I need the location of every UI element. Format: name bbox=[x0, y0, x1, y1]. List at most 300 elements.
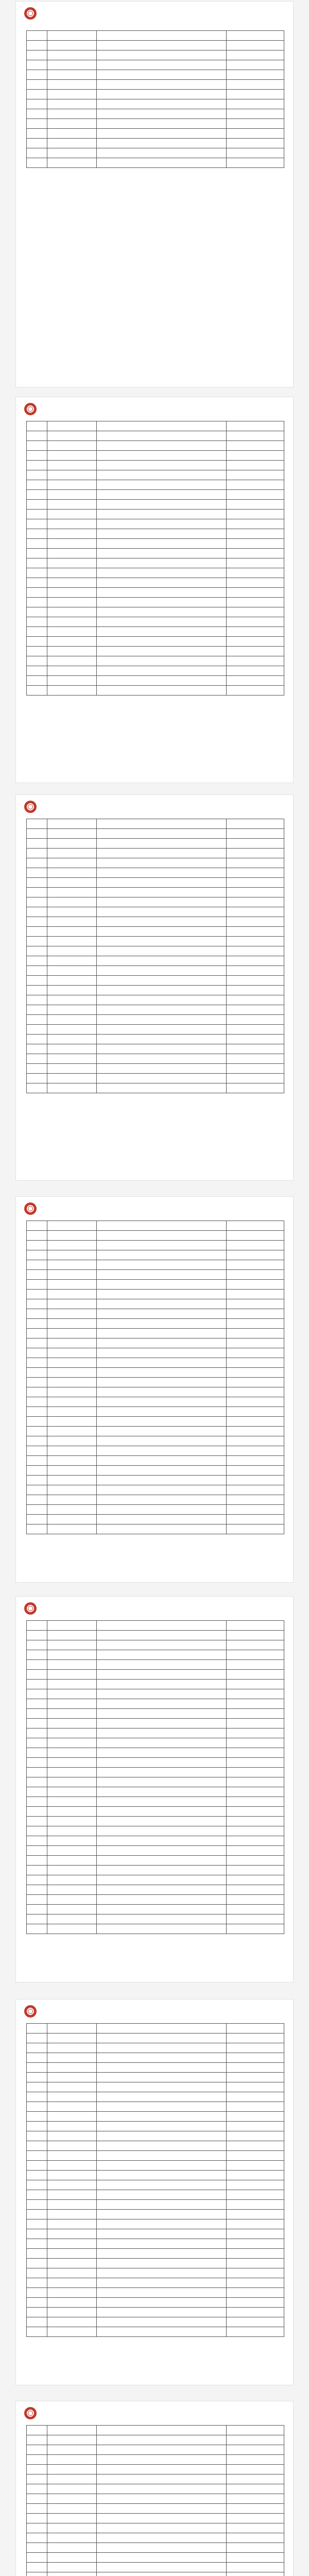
letterhead bbox=[16, 795, 293, 819]
table-cell bbox=[227, 480, 284, 490]
table-cell bbox=[227, 2161, 284, 2171]
table-cell bbox=[227, 917, 284, 927]
table-cell bbox=[227, 868, 284, 878]
table-cell bbox=[227, 421, 284, 431]
table-cell bbox=[27, 70, 47, 80]
table-cell bbox=[227, 588, 284, 598]
table-row bbox=[27, 598, 284, 607]
table-cell bbox=[97, 2426, 227, 2435]
table-row bbox=[27, 2426, 284, 2435]
table-row bbox=[27, 1338, 284, 1348]
table-cell bbox=[97, 431, 227, 441]
table-cell bbox=[27, 1768, 47, 1777]
table-cell bbox=[227, 1524, 284, 1534]
seal-icon bbox=[24, 403, 37, 415]
table-cell bbox=[47, 1640, 97, 1650]
table-cell bbox=[227, 878, 284, 888]
table-row bbox=[27, 1914, 284, 1924]
seal-icon bbox=[24, 2005, 37, 2018]
letterhead bbox=[16, 2401, 293, 2425]
table-cell bbox=[47, 598, 97, 607]
table-cell bbox=[27, 607, 47, 617]
table-row bbox=[27, 441, 284, 451]
table-row bbox=[27, 1524, 284, 1534]
table-cell bbox=[27, 2455, 47, 2465]
table-cell bbox=[27, 529, 47, 539]
table-cell bbox=[27, 1221, 47, 1231]
table-cell bbox=[27, 1280, 47, 1290]
table-cell bbox=[47, 956, 97, 966]
table-cell bbox=[47, 1621, 97, 1631]
table-cell bbox=[227, 607, 284, 617]
table-cell bbox=[47, 1524, 97, 1534]
table-cell bbox=[47, 80, 97, 90]
table-cell bbox=[97, 878, 227, 888]
table-row bbox=[27, 1035, 284, 1044]
table-cell bbox=[97, 888, 227, 897]
table-cell bbox=[27, 1856, 47, 1866]
table-cell bbox=[47, 966, 97, 976]
table-cell bbox=[97, 1436, 227, 1446]
table-row bbox=[27, 2024, 284, 2033]
table-cell bbox=[27, 917, 47, 927]
table-row bbox=[27, 1270, 284, 1280]
table-cell bbox=[27, 1826, 47, 1836]
table-cell bbox=[227, 2543, 284, 2553]
table-cell bbox=[227, 1005, 284, 1015]
table-cell bbox=[227, 976, 284, 986]
table-cell bbox=[227, 1054, 284, 1064]
table-cell bbox=[97, 2063, 227, 2073]
table-cell bbox=[97, 1495, 227, 1505]
table-cell bbox=[27, 1787, 47, 1797]
table-cell bbox=[97, 1787, 227, 1797]
seal-icon bbox=[24, 1602, 37, 1615]
table-cell bbox=[47, 656, 97, 666]
table-cell bbox=[27, 1074, 47, 1083]
table-cell bbox=[47, 1650, 97, 1660]
table-cell bbox=[47, 2210, 97, 2219]
table-cell bbox=[227, 598, 284, 607]
table-cell bbox=[97, 1368, 227, 1378]
table-cell bbox=[47, 2073, 97, 2082]
table-cell bbox=[97, 598, 227, 607]
table-cell bbox=[97, 1807, 227, 1817]
table-cell bbox=[27, 1758, 47, 1768]
table-row bbox=[27, 510, 284, 519]
table-row bbox=[27, 1670, 284, 1680]
table-cell bbox=[47, 1689, 97, 1699]
table-cell bbox=[227, 60, 284, 70]
table-cell bbox=[47, 1299, 97, 1309]
table-cell bbox=[27, 2317, 47, 2327]
table-row bbox=[27, 1241, 284, 1250]
table-row bbox=[27, 627, 284, 637]
table-cell bbox=[27, 1025, 47, 1035]
table-row bbox=[27, 1407, 284, 1417]
table-cell bbox=[97, 1631, 227, 1640]
table-cell bbox=[27, 995, 47, 1005]
donation-table bbox=[26, 1221, 284, 1534]
table-row bbox=[27, 2484, 284, 2494]
table-cell bbox=[227, 1846, 284, 1856]
table-cell bbox=[27, 927, 47, 937]
table-row bbox=[27, 1319, 284, 1329]
table-row bbox=[27, 927, 284, 937]
table-cell bbox=[97, 2249, 227, 2259]
table-cell bbox=[97, 647, 227, 656]
table-cell bbox=[227, 2268, 284, 2278]
table-cell bbox=[47, 1924, 97, 1934]
table-row bbox=[27, 1758, 284, 1768]
table-cell bbox=[27, 41, 47, 50]
table-cell bbox=[227, 1044, 284, 1054]
table-cell bbox=[97, 1856, 227, 1866]
table-cell bbox=[97, 1777, 227, 1787]
table-cell bbox=[97, 1466, 227, 1476]
table-cell bbox=[227, 1670, 284, 1680]
table-cell bbox=[97, 1689, 227, 1699]
table-row bbox=[27, 1446, 284, 1456]
table-cell bbox=[27, 1407, 47, 1417]
table-cell bbox=[47, 1250, 97, 1260]
table-cell bbox=[27, 510, 47, 519]
table-cell bbox=[47, 986, 97, 995]
table-cell bbox=[27, 2553, 47, 2563]
table-cell bbox=[227, 1368, 284, 1378]
table-row bbox=[27, 2190, 284, 2200]
table-row bbox=[27, 1875, 284, 1885]
table-cell bbox=[97, 1524, 227, 1534]
table-row bbox=[27, 2131, 284, 2141]
table-cell bbox=[47, 421, 97, 431]
table-row bbox=[27, 656, 284, 666]
table-cell bbox=[27, 839, 47, 849]
table-cell bbox=[47, 588, 97, 598]
table-cell bbox=[227, 1505, 284, 1515]
table-cell bbox=[47, 686, 97, 696]
table-cell bbox=[97, 1348, 227, 1358]
table-cell bbox=[97, 927, 227, 937]
table-cell bbox=[97, 50, 227, 60]
table-cell bbox=[97, 1231, 227, 1241]
table-cell bbox=[227, 2239, 284, 2249]
table-row bbox=[27, 2308, 284, 2317]
table-cell bbox=[97, 2484, 227, 2494]
table-cell bbox=[97, 2219, 227, 2229]
table-cell bbox=[227, 80, 284, 90]
table-cell bbox=[27, 2043, 47, 2053]
table-cell bbox=[47, 1270, 97, 1280]
table-cell bbox=[97, 2259, 227, 2268]
table-row bbox=[27, 1621, 284, 1631]
table-cell bbox=[47, 1846, 97, 1856]
table-cell bbox=[27, 1895, 47, 1905]
table-cell bbox=[47, 937, 97, 946]
table-cell bbox=[97, 1505, 227, 1515]
table-cell bbox=[227, 1260, 284, 1270]
table-cell bbox=[227, 1221, 284, 1231]
table-cell bbox=[97, 2180, 227, 2190]
table-cell bbox=[47, 529, 97, 539]
table-cell bbox=[97, 1397, 227, 1407]
table-cell bbox=[47, 2268, 97, 2278]
table-row bbox=[27, 829, 284, 839]
table-cell bbox=[27, 1054, 47, 1064]
table-cell bbox=[97, 627, 227, 637]
table-cell bbox=[227, 1777, 284, 1787]
table-cell bbox=[227, 2073, 284, 2082]
table-cell bbox=[227, 937, 284, 946]
table-cell bbox=[27, 2572, 47, 2576]
table-cell bbox=[47, 1427, 97, 1436]
table-cell bbox=[97, 1699, 227, 1709]
seal-icon bbox=[24, 1202, 37, 1215]
table-row bbox=[27, 966, 284, 976]
table-cell bbox=[97, 500, 227, 510]
table-cell bbox=[27, 2259, 47, 2268]
table-cell bbox=[27, 2229, 47, 2239]
table-row bbox=[27, 976, 284, 986]
table-cell bbox=[227, 431, 284, 441]
table-cell bbox=[97, 1476, 227, 1485]
table-row bbox=[27, 868, 284, 878]
table-cell bbox=[27, 588, 47, 598]
table-cell bbox=[47, 441, 97, 451]
table-row bbox=[27, 1719, 284, 1728]
table-cell bbox=[27, 519, 47, 529]
table-cell bbox=[227, 129, 284, 139]
table-cell bbox=[227, 1427, 284, 1436]
table-cell bbox=[227, 2092, 284, 2102]
table-cell bbox=[47, 2043, 97, 2053]
table-cell bbox=[27, 1670, 47, 1680]
table-cell bbox=[27, 2161, 47, 2171]
table-cell bbox=[97, 839, 227, 849]
table-cell bbox=[27, 656, 47, 666]
table-row bbox=[27, 1358, 284, 1368]
table-cell bbox=[227, 2024, 284, 2033]
table-row bbox=[27, 1054, 284, 1064]
table-cell bbox=[27, 2249, 47, 2259]
table-cell bbox=[97, 2553, 227, 2563]
table-row bbox=[27, 888, 284, 897]
table-cell bbox=[97, 1728, 227, 1738]
table-cell bbox=[47, 1768, 97, 1777]
table-cell bbox=[97, 1797, 227, 1807]
table-cell bbox=[27, 1505, 47, 1515]
table-cell bbox=[97, 421, 227, 431]
table-cell bbox=[227, 2317, 284, 2327]
table-cell bbox=[47, 31, 97, 41]
table-cell bbox=[97, 2151, 227, 2161]
table-cell bbox=[27, 451, 47, 461]
table-cell bbox=[227, 1768, 284, 1777]
table-row bbox=[27, 1083, 284, 1093]
table-row bbox=[27, 2200, 284, 2210]
table-cell bbox=[227, 819, 284, 829]
table-cell bbox=[227, 1640, 284, 1650]
table-cell bbox=[227, 109, 284, 119]
table-row bbox=[27, 1515, 284, 1524]
table-cell bbox=[227, 1456, 284, 1466]
table-cell bbox=[97, 1885, 227, 1895]
table-row bbox=[27, 529, 284, 539]
table-cell bbox=[27, 1035, 47, 1044]
table-cell bbox=[97, 995, 227, 1005]
table-cell bbox=[27, 2053, 47, 2063]
table-cell bbox=[47, 1787, 97, 1797]
table-row bbox=[27, 1660, 284, 1670]
table-cell bbox=[227, 2504, 284, 2514]
table-row bbox=[27, 1466, 284, 1476]
table-cell bbox=[47, 2082, 97, 2092]
table-cell bbox=[227, 2455, 284, 2465]
table-cell bbox=[27, 129, 47, 139]
table-cell bbox=[227, 2484, 284, 2494]
table-cell bbox=[47, 1515, 97, 1524]
table-cell bbox=[227, 1495, 284, 1505]
table-cell bbox=[27, 1515, 47, 1524]
table-row bbox=[27, 937, 284, 946]
table-cell bbox=[227, 99, 284, 109]
table-cell bbox=[27, 1476, 47, 1485]
table-cell bbox=[27, 1680, 47, 1689]
table-cell bbox=[47, 2229, 97, 2239]
table-cell bbox=[47, 1358, 97, 1368]
table-cell bbox=[97, 1670, 227, 1680]
table-cell bbox=[27, 2073, 47, 2082]
table-cell bbox=[97, 1358, 227, 1368]
table-row bbox=[27, 421, 284, 431]
table-cell bbox=[27, 2219, 47, 2229]
table-cell bbox=[97, 858, 227, 868]
table-cell bbox=[47, 539, 97, 549]
table-cell bbox=[47, 2102, 97, 2112]
table-cell bbox=[227, 1905, 284, 1914]
table-row bbox=[27, 2171, 284, 2180]
table-row bbox=[27, 2563, 284, 2572]
table-row bbox=[27, 2151, 284, 2161]
table-cell bbox=[227, 549, 284, 558]
table-cell bbox=[27, 1524, 47, 1534]
table-cell bbox=[47, 1709, 97, 1719]
table-cell bbox=[27, 2494, 47, 2504]
table-row bbox=[27, 2572, 284, 2576]
table-cell bbox=[227, 2219, 284, 2229]
table-row bbox=[27, 647, 284, 656]
table-cell bbox=[227, 70, 284, 80]
table-cell bbox=[97, 956, 227, 966]
table-row bbox=[27, 1505, 284, 1515]
table-cell bbox=[47, 2151, 97, 2161]
table-cell bbox=[27, 666, 47, 676]
table-cell bbox=[97, 2475, 227, 2484]
table-row bbox=[27, 1836, 284, 1846]
table-row bbox=[27, 637, 284, 647]
table-cell bbox=[97, 686, 227, 696]
table-cell bbox=[27, 1290, 47, 1299]
table-cell bbox=[97, 1015, 227, 1025]
table-cell bbox=[27, 1660, 47, 1670]
table-cell bbox=[27, 1495, 47, 1505]
table-cell bbox=[27, 2131, 47, 2141]
table-cell bbox=[47, 90, 97, 99]
table-cell bbox=[27, 1387, 47, 1397]
table-cell bbox=[227, 1348, 284, 1358]
table-row bbox=[27, 1260, 284, 1270]
table-row bbox=[27, 1417, 284, 1427]
table-row bbox=[27, 1290, 284, 1299]
table-cell bbox=[27, 500, 47, 510]
table-cell bbox=[97, 578, 227, 588]
table-cell bbox=[47, 2327, 97, 2337]
table-cell bbox=[27, 90, 47, 99]
table-cell bbox=[27, 1640, 47, 1650]
table-cell bbox=[227, 1280, 284, 1290]
table-cell bbox=[27, 819, 47, 829]
table-cell bbox=[27, 1456, 47, 1466]
table-cell bbox=[47, 480, 97, 490]
table-cell bbox=[47, 2435, 97, 2445]
table-row bbox=[27, 1856, 284, 1866]
table-cell bbox=[227, 2523, 284, 2533]
table-cell bbox=[97, 41, 227, 50]
table-cell bbox=[227, 2426, 284, 2435]
table-cell bbox=[27, 1015, 47, 1025]
table-cell bbox=[47, 578, 97, 588]
table-cell bbox=[47, 60, 97, 70]
table-row bbox=[27, 1846, 284, 1856]
table-cell bbox=[47, 2063, 97, 2073]
table-cell bbox=[97, 1758, 227, 1768]
table-cell bbox=[47, 2426, 97, 2435]
table-cell bbox=[27, 2141, 47, 2151]
table-cell bbox=[227, 2327, 284, 2337]
table-cell bbox=[47, 2298, 97, 2308]
table-cell bbox=[27, 148, 47, 158]
table-cell bbox=[27, 1719, 47, 1728]
table-cell bbox=[97, 1319, 227, 1329]
table-cell bbox=[27, 1924, 47, 1934]
table-row bbox=[27, 1044, 284, 1054]
table-row bbox=[27, 158, 284, 168]
table-cell bbox=[27, 627, 47, 637]
table-cell bbox=[27, 2200, 47, 2210]
table-cell bbox=[27, 937, 47, 946]
table-row bbox=[27, 1748, 284, 1758]
table-row bbox=[27, 2102, 284, 2112]
table-cell bbox=[227, 1387, 284, 1397]
table-cell bbox=[97, 1875, 227, 1885]
table-cell bbox=[97, 2317, 227, 2327]
table-cell bbox=[47, 666, 97, 676]
table-cell bbox=[97, 1044, 227, 1054]
table-row bbox=[27, 451, 284, 461]
table-row bbox=[27, 897, 284, 907]
table-cell bbox=[27, 1250, 47, 1260]
table-cell bbox=[227, 1417, 284, 1427]
table-cell bbox=[27, 1241, 47, 1250]
table-row bbox=[27, 849, 284, 858]
table-cell bbox=[227, 1631, 284, 1640]
table-row bbox=[27, 995, 284, 1005]
table-cell bbox=[27, 976, 47, 986]
table-row bbox=[27, 1797, 284, 1807]
table-cell bbox=[47, 829, 97, 839]
table-cell bbox=[227, 2131, 284, 2141]
table-cell bbox=[47, 2553, 97, 2563]
